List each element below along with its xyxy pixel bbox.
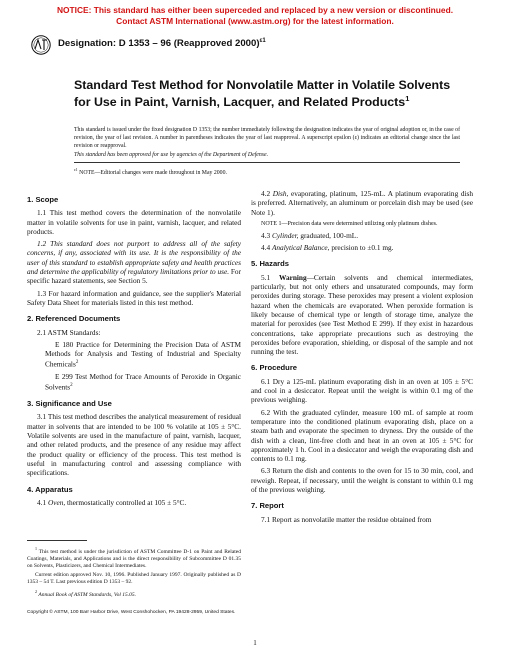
- reference-e299: [27, 372, 241, 392]
- para-4-2-rest: evaporating, platinum, 125-mL. A platinum evaporating dish is preferred. Alternatively, an aluminum or porcelain dish may be used (see Note 1).: [251, 189, 473, 217]
- supersede-notice: [0, 5, 510, 27]
- reference-e180-text: E 180 Practice for Determining the Precision Data of ASTM Methods for Analysis and Testing of Industrial and Specialty Chemicals: [45, 339, 241, 369]
- para-1-2-rest: For specific hazard statements, see Section 5.: [27, 267, 241, 286]
- section-5-heading: 5. Hazards: [251, 259, 289, 269]
- para-5-1-number: 5.1: [261, 272, 280, 282]
- para-4-2: [251, 189, 473, 217]
- para-5-1: [251, 273, 473, 357]
- editorial-note-text: NOTE—Editorial changes were made throughout in May 2000.: [79, 169, 227, 176]
- para-4-4-number: 4.4: [261, 243, 272, 253]
- footnote-1-edition: Current edition approved Nov. 10, 1996. Published January 1997. Originally published as D 1353 – 54 T. Last previous edition D 1353 – 92.: [27, 571, 241, 585]
- page-number: 1: [253, 639, 257, 647]
- editorial-note-mark: ε1: [74, 167, 78, 172]
- para-2-1: 2.1 ASTM Standards:: [37, 327, 101, 337]
- warning-label: Warning: [279, 272, 307, 282]
- issue-statement: This standard is issued under the fixed designation D 1353; the number immediately following the designation indicates the year of original adoption or, in the case of revision, the year of last revision. A number in parentheses indicates the year of last reapproval. A superscript epsilon (ε) indicates an editorial change since the last revision or reapproval.: [74, 127, 460, 149]
- editorial-note: [74, 167, 227, 176]
- document-title: [74, 78, 454, 109]
- designation-text: Designation: D 1353 – 96 (Reapproved 2000): [58, 38, 260, 50]
- para-4-1-term: Oven,: [47, 497, 66, 507]
- astm-logo-icon: [31, 35, 51, 55]
- notice-line-1: NOTICE: This standard has either been superceded and replaced by a new version or discontinued.: [56, 5, 454, 15]
- left-column: [27, 195, 241, 510]
- para-4-3-number: 4.3: [261, 230, 272, 240]
- note-1: NOTE 1—Precision data were determined utilizing only platinum dishes.: [261, 220, 438, 227]
- footnote-2-text: Annual Book of ASTM Standards, Vol 15.05.: [38, 591, 136, 598]
- para-1-3: 1.3 For hazard information and guidance, see the supplier's Material Safety Data Sheet for materials listed in this test method.: [27, 288, 241, 307]
- section-7-heading: 7. Report: [251, 501, 284, 511]
- para-4-3-rest: graduated, 100-mL.: [298, 230, 359, 240]
- footnote-1-mark: 1: [35, 546, 37, 551]
- header-divider: [74, 162, 460, 163]
- section-6-heading: 6. Procedure: [251, 363, 298, 373]
- para-4-4-rest: precision to ±0.1 mg.: [329, 243, 394, 253]
- para-6-1: 6.1 Dry a 125-mL platinum evaporating dish in an oven at 105 ± 5°C and cool in a desiccator. Repeat until the weight is within 0.1 mg of the previous weighing.: [251, 376, 473, 405]
- para-4-1-rest: thermostatically controlled at 105 ± 5°C.: [65, 497, 187, 507]
- section-1-heading: 1. Scope: [27, 195, 59, 204]
- para-4-4-term: Analytical Balance,: [271, 243, 330, 253]
- para-3-1: 3.1 This test method describes the analytical measurement of residual matter in solvents that are intended to be 100 % volatile at 105 ± 5°C. Volatile solvents are used in the manufacture of paint, varnish, lacquer, and other related products, and the presence of any residue may affect the product quality or efficiency of the process. This test method is useful in manufacturing control and assessing compliance with specifications.: [27, 412, 241, 478]
- designation-superscript: ε1: [259, 38, 266, 44]
- footnote-2: [27, 588, 241, 599]
- para-4-2-number: 4.2: [261, 189, 273, 198]
- para-4-1: [27, 498, 241, 507]
- footnote-1-text: This test method is under the jurisdiction of ASTM Committee D-1 on Paint and Related Coatings, Materials, and Applications and is the direct responsibility of Subcommittee D 01.35 on Solvents, Plasticizers, and Chemical Intermediates.: [27, 548, 241, 569]
- reference-e299-text: E 299 Test Method for Trace Amounts of Peroxide in Organic Solvents: [45, 372, 241, 392]
- dod-approval: This standard has been approved for use by agencies of the Department of Defense.: [74, 152, 269, 158]
- footnotes: [27, 545, 241, 601]
- section-2-heading: 2. Referenced Documents: [27, 314, 121, 324]
- section-3-heading: 3. Significance and Use: [27, 399, 112, 409]
- title-text: Standard Test Method for Nonvolatile Matter in Volatile Solvents for Use in Paint, Varnish, Lacquer, and Related Products: [74, 78, 451, 110]
- reference-e180-mark: 2: [75, 360, 79, 366]
- section-4-heading: 4. Apparatus: [27, 484, 73, 494]
- right-column: [251, 189, 473, 527]
- para-6-3: 6.3 Return the dish and contents to the oven for 15 to 30 min, cool, and reweigh. Repeat, if necessary, until the weight is constant to within 0.1 mg of the previous weighing.: [251, 466, 473, 495]
- title-footnote-mark: 1: [405, 94, 410, 103]
- para-1-2-italic: 1.2 This standard does not purport to address all of the safety concerns, if any, associated with its use. It is the responsibility of the user of this standard to establish appropriate safety and health practices and determine the applicability of regulatory limitations prior to use.: [27, 239, 241, 277]
- para-5-1-rest: —Certain solvents and chemical intermediates, particularly, but not only ethers and unsaturated compounds, may form peroxides during storage. These peroxides may present a violent explosion hazard when the chemicals are evaporated. When peroxide formation is likely because of chemical type or length of storage time, analyze the material for peroxides (see Test Method E 299). If they exist in hazardous concentrations, take appropriate precautions such as destroying the peroxides before evaporation, shielding, or disposal of the sample and not running the test.: [251, 272, 473, 357]
- para-4-2-term: Dish,: [272, 189, 289, 198]
- para-1-1: 1.1 This test method covers the determination of the nonvolatile matter in volatile solvents for use in paint, varnish, lacquer, and related products.: [27, 208, 241, 236]
- para-7-1: 7.1 Report as nonvolatile matter the residue obtained from: [261, 514, 432, 524]
- para-4-4: [251, 243, 473, 252]
- notice-line-2: Contact ASTM International (www.astm.org) for the latest information.: [116, 16, 394, 26]
- reference-e299-mark: 2: [70, 383, 73, 389]
- reference-e180: [27, 340, 241, 369]
- para-4-3: [251, 231, 473, 240]
- footnote-2-mark: 2: [35, 588, 37, 594]
- copyright-line: Copyright © ASTM, 100 Barr Harbor Drive, West Conshohocken, PA 19428-2959, United States.: [27, 610, 236, 615]
- footnote-divider: [27, 540, 87, 541]
- para-4-1-number: 4.1: [37, 497, 48, 507]
- para-4-3-term: Cylinder,: [271, 230, 299, 240]
- para-1-2: [27, 239, 241, 285]
- footnote-1: [27, 545, 241, 570]
- designation: [58, 38, 266, 49]
- para-6-2: 6.2 With the graduated cylinder, measure 100 mL of sample at room temperature into the conditioned platinum evaporating dish, place on a steam bath and evaporate the specimen to dryness. Dry the outside of the dish with a clean, lint-free cloth and heat in an oven at 105 ± 5°C for approximately 1 h. Cool in a desiccator and weigh the evaporating dish and contents to 0.1 mg.: [251, 407, 473, 464]
